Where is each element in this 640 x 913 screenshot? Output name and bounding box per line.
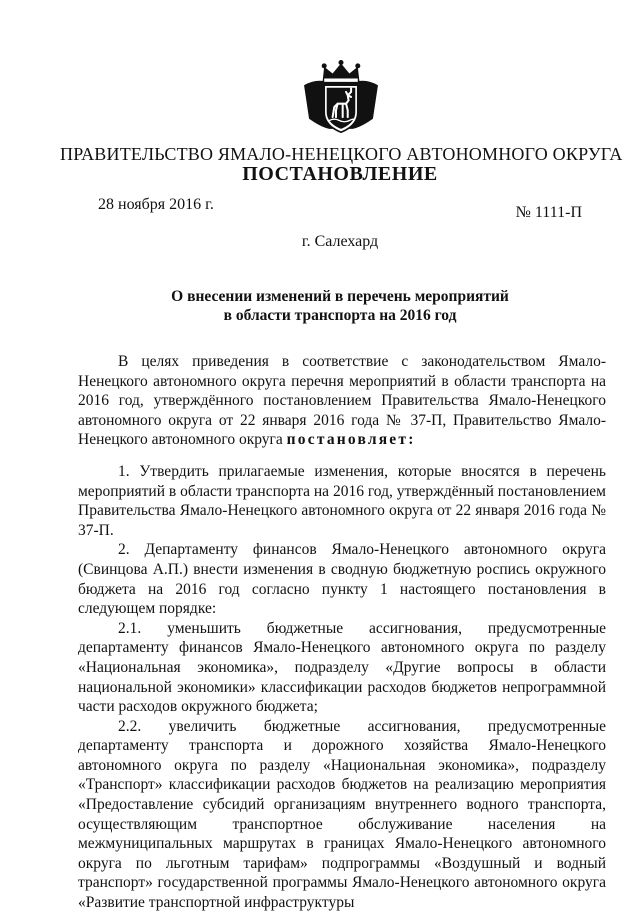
resolves-word: постановляет: (286, 431, 416, 449)
document-date: 28 ноября 2016 г. (98, 196, 214, 213)
paragraph-2-2: 2.2. увеличить бюджетные ассигнования, предусмотренные департаменту транспорта и дорожного хозяйства Ямало-Ненецкого автономного округа по разделу «Национальная экономика», подразделу «Транспорт» классификации расходов бюджетов на реализацию мероприятия «Предоставление субсидий организациям внутреннего водного транспорта, осуществляющим транспортное обслуживание населения на межмуниципальных маршрутах в границах Ямало-Ненецкого автономного округа по льготным тарифам» подпрограммы «Воздушный и водный транспорт» государственной программы Ямало-Ненецкого автономного округа «Развитие транспортной инфраструктуры (78, 717, 606, 912)
paragraph-2: 2. Департаменту финансов Ямало-Ненецкого автономного округа (Свинцова А.П.) внести изменения в сводную бюджетную роспись окружного бюджета на 2016 год согласно пункту 1 настоящего постановления в следующем порядке: (78, 541, 606, 618)
document-type: ПОСТАНОВЛЕНИЕ (242, 163, 438, 185)
subject-line-1: О внесении изменений в перечень мероприятий (171, 288, 509, 305)
government-title: ПРАВИТЕЛЬСТВО ЯМАЛО-НЕНЕЦКОГО АВТОНОМНОГО ОКРУГА (60, 144, 623, 164)
paragraph-intro (78, 352, 606, 450)
yamal-nenets-coat-of-arms-icon (299, 60, 383, 144)
paragraph-2-1: 2.1. уменьшить бюджетные ассигнования, предусмотренные департаменту финансов Ямало-Ненецкого автономного округа по разделу «Национальная экономика», подразделу «Другие вопросы в области национальной экономики» классификации расходов бюджетов непрограммной части расходов окружного бюджета; (78, 619, 606, 716)
document-subject (90, 287, 590, 325)
document-number: № 1111-П (515, 204, 582, 221)
paragraph-1: 1. Утвердить прилагаемые изменения, которые вносятся в перечень мероприятий в области транспорта на 2016 год, утверждённый постановлением Правительства Ямало-Ненецкого автономного округа от 22 января 2016 года № 37-П. (78, 462, 606, 539)
document-city: г. Салехард (301, 233, 379, 250)
subject-line-2: в области транспорта на 2016 год (223, 307, 457, 324)
document-body (78, 352, 606, 913)
intro-text: В целях приведения в соответствие с законодательством Ямало-Ненецкого автономного округа перечня мероприятий в области транспорта на 2016 год, утверждённого постановлением Правительства Ямало-Ненецкого автономного округа от 22 января 2016 года № 37-П, Правительство Ямало-Ненецкого автономного округа (78, 353, 606, 449)
